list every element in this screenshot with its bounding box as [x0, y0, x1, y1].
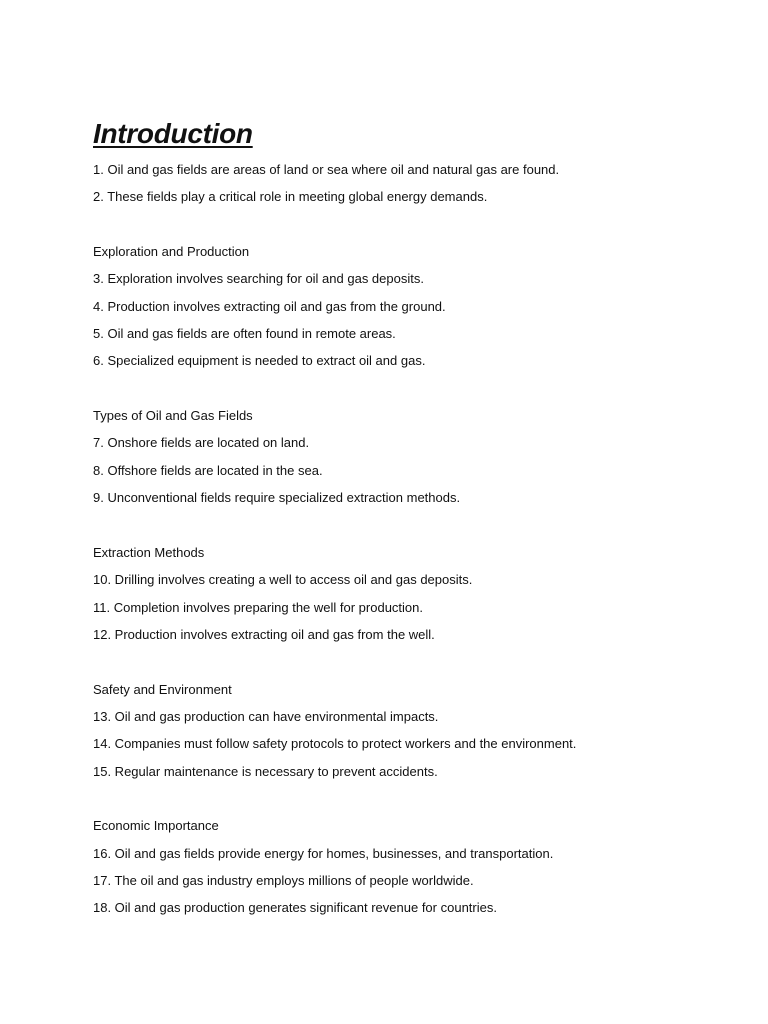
list-item: 18. Oil and gas production generates significant revenue for countries.	[93, 900, 497, 916]
document-page	[93, 116, 733, 922]
list-item: 12. Production involves extracting oil and gas from the well.	[93, 626, 435, 642]
section-extraction-methods	[93, 539, 733, 648]
section-heading: Safety and Environment	[93, 681, 232, 697]
section-heading: Types of Oil and Gas Fields	[93, 408, 253, 424]
list-item: 2. These fields play a critical role in meeting global energy demands.	[93, 189, 488, 205]
list-item: 7. Onshore fields are located on land.	[93, 435, 310, 451]
list-item: 16. Oil and gas fields provide energy for homes, businesses, and transportation.	[93, 845, 554, 861]
list-item: 8. Offshore fields are located in the sea.	[93, 462, 323, 478]
list-item: 17. The oil and gas industry employs millions of people worldwide.	[93, 872, 474, 888]
list-item: 1. Oil and gas fields are areas of land or sea where oil and natural gas are found.	[93, 162, 560, 177]
list-item: 14. Companies must follow safety protocols to protect workers and the environment.	[93, 736, 577, 752]
spacer	[93, 375, 733, 402]
list-item: 15. Regular maintenance is necessary to prevent accidents.	[93, 763, 438, 779]
section-heading: Extraction Methods	[93, 544, 205, 560]
list-item: 13. Oil and gas production can have environmental impacts.	[93, 708, 439, 724]
list-item: 10. Drilling involves creating a well to access oil and gas deposits.	[93, 572, 473, 588]
list-item: 5. Oil and gas fields are often found in remote areas.	[93, 326, 396, 342]
list-item: 11. Completion involves preparing the well for production.	[93, 599, 423, 615]
spacer	[93, 511, 733, 538]
list-item: 4. Production involves extracting oil and gas from the ground.	[93, 298, 446, 314]
section-safety-and-environment	[93, 676, 733, 785]
section-heading: Economic Importance	[93, 818, 219, 834]
section-economic-importance	[93, 812, 733, 921]
list-item: 6. Specialized equipment is needed to extract oil and gas.	[93, 353, 426, 369]
spacer	[93, 211, 733, 238]
intro-list	[93, 156, 733, 211]
list-item: 9. Unconventional fields require specialized extraction methods.	[93, 490, 461, 506]
section-heading: Exploration and Production	[93, 244, 250, 260]
list-item: 3. Exploration involves searching for oil and gas deposits.	[93, 271, 424, 287]
section-exploration-and-production	[93, 238, 733, 375]
spacer	[93, 785, 733, 812]
spacer	[93, 648, 733, 675]
page-title: Introduction	[93, 118, 253, 149]
section-types-of-fields	[93, 402, 733, 511]
